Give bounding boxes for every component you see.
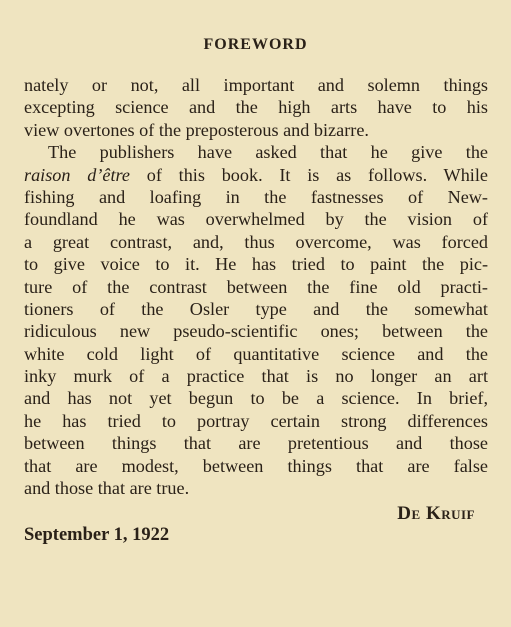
text-line-2: excepting science and the high arts have to his (24, 97, 488, 118)
italic-phrase: raison d’être (24, 164, 130, 185)
text-line-17: between things that are pretentious and those (24, 433, 488, 454)
text-line-18: that are modest, between things that are false (24, 455, 488, 476)
text-line-16: he has tried to portray certain strong differences (24, 410, 488, 431)
foreword-body (24, 74, 488, 499)
text-line-10: ture of the contrast between the fine old practi- (24, 276, 488, 297)
text-line-14: inky murk of a practice that is no longer an art (24, 366, 488, 387)
text-line-13: white cold light of quantitative science and the (24, 343, 488, 364)
text-line-15: and has not yet begun to be a science. In brief, (24, 388, 488, 409)
text-line-3: view overtones of the preposterous and bizarre. (24, 119, 369, 140)
text-line-12: ridiculous new pseudo-scientific ones; between the (24, 321, 488, 342)
text-line-5 (24, 164, 488, 186)
text-line-4: The publishers have asked that he give the (48, 142, 488, 163)
text-line-5-rest: of this book. It is as follows. While (130, 164, 488, 185)
text-line-11: tioners of the Osler type and the somewhat (24, 298, 488, 319)
text-line-9: to give voice to it. He has tried to paint the pic- (24, 254, 488, 275)
author-signature: De Kruif (397, 503, 475, 524)
page-header: FOREWORD (203, 36, 308, 53)
text-line-1: nately or not, all important and solemn things (24, 75, 488, 95)
foreword-date: September 1, 1922 (24, 525, 170, 545)
text-line-19: and those that are true. (24, 478, 190, 499)
text-line-7: foundland he was overwhelmed by the vision of (24, 209, 488, 230)
text-line-8: a great contrast, and, thus overcome, was forced (24, 231, 488, 252)
text-line-6: fishing and loafing in the fastnesses of New- (24, 186, 488, 207)
